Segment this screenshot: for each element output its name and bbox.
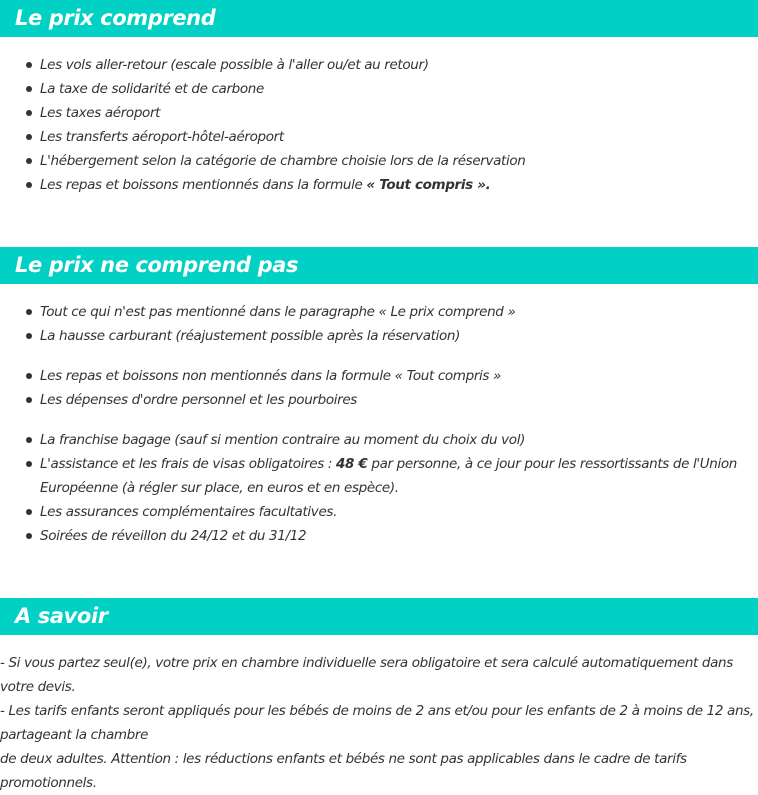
list-item: Les transferts aéroport-hôtel-aéroport [0,125,758,149]
list-item: Tout ce qui n'est pas mentionné dans le paragraphe « Le prix comprend » [0,300,758,324]
excluded-section [0,247,758,548]
item-text: par personne, à ce jour pour les ressortissants de l'Union Européenne (à régler sur place, en euros et en espèce). [40,456,738,496]
excluded-title: Le prix ne comprend pas [0,247,758,284]
excluded-list [0,300,758,548]
info-title: A savoir [0,598,758,635]
list-item: Les vols aller-retour (escale possible à l'aller ou/et au retour) [0,53,758,77]
info-section [0,598,758,795]
item-text: L'assistance et les frais de visas obligatoires : [40,456,336,472]
list-item [0,452,758,500]
list-item: La taxe de solidarité et de carbone [0,77,758,101]
list-item: Soirées de réveillon du 24/12 et du 31/12 [0,524,758,548]
info-line: - Si vous partez seul(e), votre prix en chambre individuelle sera obligatoire et sera calculé automatiquement dans votre devis. [0,655,733,695]
list-item: La franchise bagage (sauf si mention contraire au moment du choix du vol) [0,428,758,452]
info-body [0,651,758,795]
list-item [0,173,758,197]
info-line: - Les tarifs enfants seront appliqués pour les bébés de moins de 2 ans et/ou pour les enfants de 2 à moins de 12 ans, partageant la chambre [0,703,754,743]
list-item: Les assurances complémentaires facultatives. [0,500,758,524]
list-item: La hausse carburant (réajustement possible après la réservation) [0,324,758,348]
included-title: Le prix comprend [0,0,758,37]
list-item: L'hébergement selon la catégorie de chambre choisie lors de la réservation [0,149,758,173]
info-line: de deux adultes. Attention : les réductions enfants et bébés ne sont pas applicables dans le cadre de tarifs promotionnels. [0,751,687,791]
item-bold-text: « Tout compris ». [366,177,491,193]
list-item: Les repas et boissons non mentionnés dans la formule « Tout compris » [0,364,758,388]
included-list [0,53,758,197]
list-item: Les taxes aéroport [0,101,758,125]
visa-amount: 48 € [335,456,368,472]
included-section [0,0,758,197]
list-item: Les dépenses d'ordre personnel et les pourboires [0,388,758,412]
item-text: Les repas et boissons mentionnés dans la formule [40,177,367,193]
